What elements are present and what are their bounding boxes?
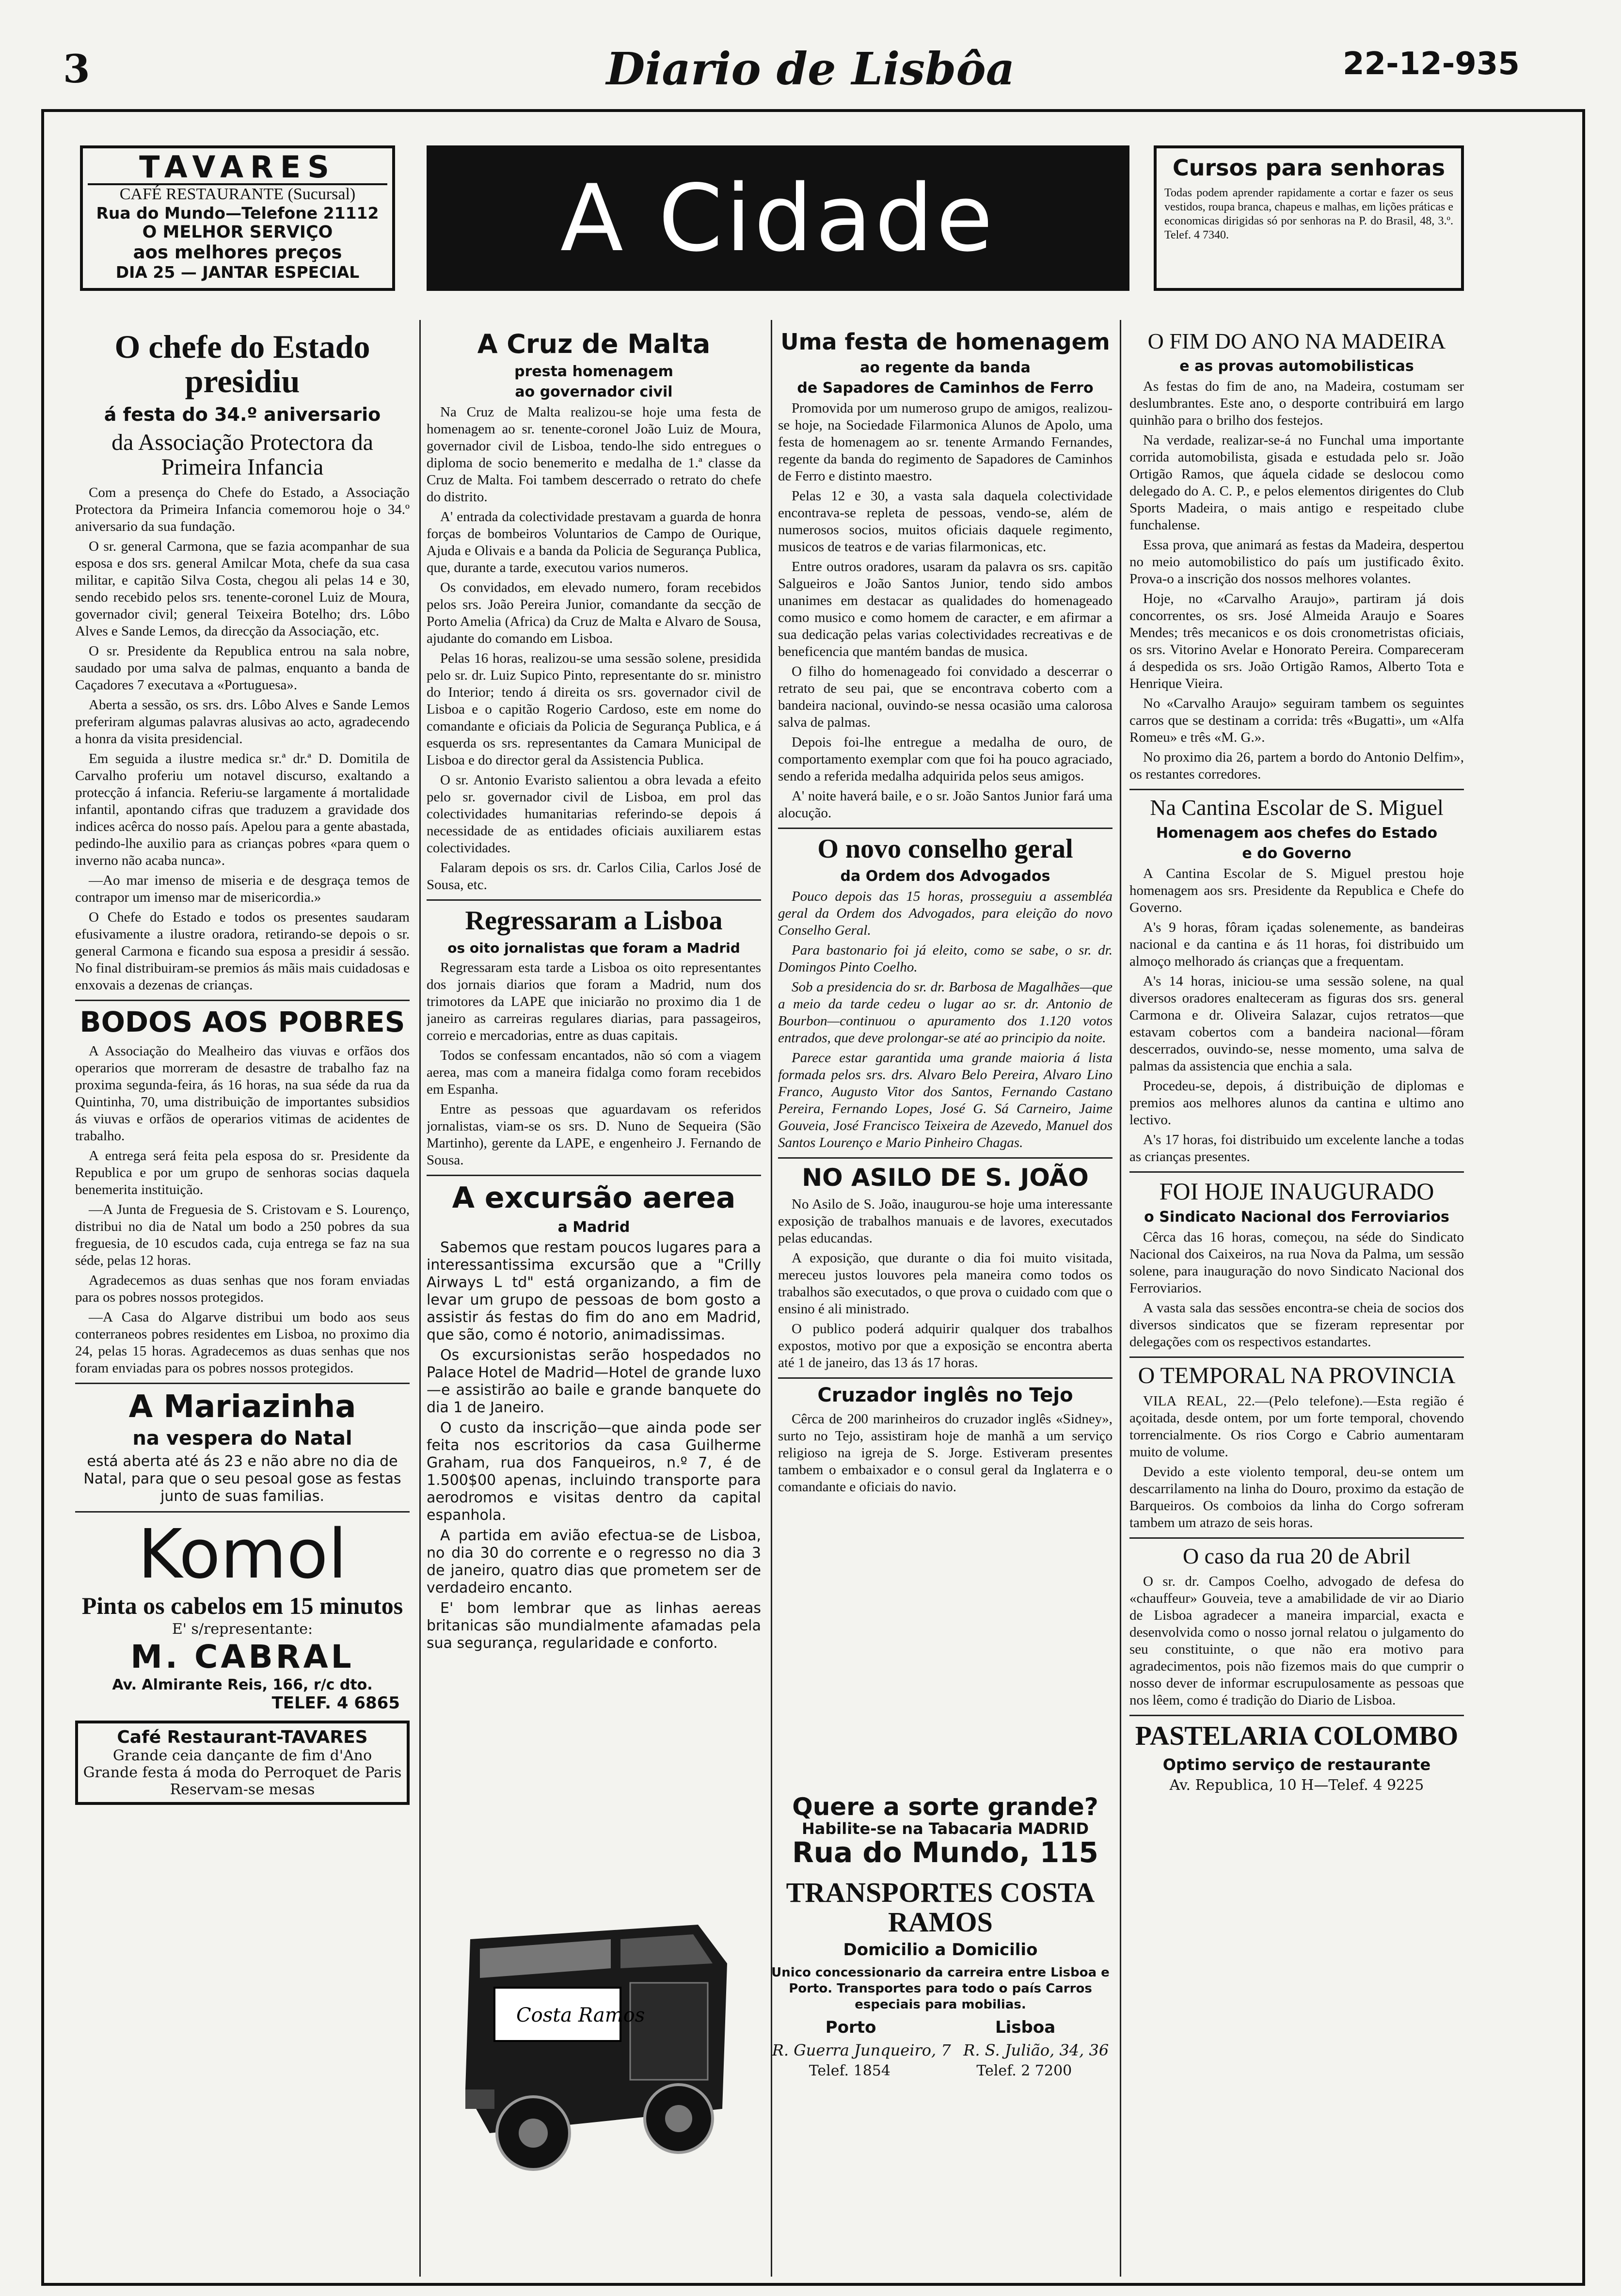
inaugurado-sub: o Sindicato Nacional dos Ferroviarios — [1144, 1209, 1449, 1226]
regressaram-p3: Entre as pessoas que aguardavam os referidos jornalistas, viam-se os srs. D. Nuno de Sequeira (São Martinho), gerente da LAPE, e engenheiro J. Fernando de Sousa. — [427, 1101, 761, 1168]
asilo-p2: A exposição, que durante o dia foi muito visitada, mereceu justos louvores pela maneira como todos os trabalhos são executados, o que prova o cuidado com que o ensino é ali ministrado. — [778, 1250, 1112, 1317]
excursao-p3: O custo da inscrição—que ainda pode ser feita nos escritorios da casa Guilherme Graham, rua dos Fanqueiros, n.º 7, é de 1.500$00 apenas, incluindo transporte para aerodromos e visitas dentro da capital espanhola. — [427, 1419, 761, 1524]
cursos-title: Cursos para senhoras — [1172, 155, 1446, 181]
transportes-addr1: R. Guerra Junqueiro, 7 — [772, 2041, 951, 2059]
inaugurado-p2: A vasta sala das sessões encontra-se cheia de socios dos diversos sindicatos que se fizeram representar por delegações com os respectivos estandartes. — [1129, 1300, 1464, 1350]
sorte-ad — [776, 1794, 1115, 1871]
cruzador-p1: Cêrca de 200 marinheiros do cruzador inglês «Sidney», surto no Tejo, assistiram hoje de manhã a um serviço religioso na igreja de S. Jorge. Estiveram presentes tambem o embaixador e o consul geral da Inglaterra e o comandante e oficiais do navio. — [778, 1411, 1112, 1495]
cantina-sub2: e do Governo — [1242, 845, 1351, 862]
komol-phone: TELEF. 4 6865 — [271, 1693, 400, 1713]
asilo-headline: NO ASILO DE S. JOÃO — [802, 1164, 1089, 1192]
column-4 — [1129, 325, 1464, 2281]
conselho-p1: Pouco depois das 15 horas, prosseguiu a assembléa geral da Ordem dos Advogados, para eleição do novo Conselho Geral. — [778, 889, 1112, 939]
madeira-p3: Essa prova, que animará as festas da Madeira, despertou no meio automobilistico do país um justificado êxito. Prova-o a inscrição dos nossos melhores volantes. — [1129, 537, 1464, 587]
tavares-ad — [80, 145, 395, 291]
chefe-p4: Aberta a sessão, os srs. drs. Lôbo Alves e Sande Lemos preferiram algumas palavras alusivas ao acto, agradecendo a honra da visita presidencial. — [75, 697, 410, 747]
transportes-text: Unico concessionario da carreira entre Lisboa e Porto. Transportes para todo o país Carros especiais para mobilias. — [771, 1965, 1110, 2012]
komol-rep: E' s/representante: — [172, 1620, 313, 1638]
madeira-p1: As festas do fim de ano, na Madeira, costumam ser deslumbrantes. Este ano, o desporte contribuirá em largo quinhão para o brilho dos festejos. — [1129, 379, 1464, 429]
cruz-sub2: ao governador civil — [515, 383, 673, 401]
bodos-p4: Agradecemos as duas senhas que nos foram enviadas para os pobres nossos protegidos. — [75, 1272, 410, 1305]
excursao-p4: A partida em avião efectua-se de Lisboa, no dia 30 do corrente e o regresso no dia 3 de janeiro, quatro dias que prometem ser de verdadeiro encanto. — [427, 1527, 761, 1596]
tavares-line2: Rua do Mundo—Telefone 21112 — [96, 204, 379, 223]
conselho-p4: Parece estar garantida uma grande maioria á lista formada pelos srs. drs. Alvaro Belo Pereira, Alvaro Lino Franco, Augusto Vitor dos Santos, Fernando Castano Pereira, Fernando Lopes, José G. Sá Carneiro, Jaime Gouveia, José Francisco Teixeira de Azevedo, Manuel dos Santos Lourenço e Mario Pinheiro Chagas. — [778, 1050, 1112, 1151]
excursao-p1: Sabemos que restam poucos lugares para a interessantissima excursão que a "Crilly Airways L td" está organizando, a fim de levar um grupo de pessoas de bom gosto a assistir ás festas do fim do ano em Madrid, que são, como é notorio, animadissimas. — [427, 1239, 761, 1343]
chefe-p3: O sr. Presidente da Republica entrou na sala nobre, saudado por uma salva de palmas, enquanto a banda de Caçadores 7 executava a «Portuguesa». — [75, 643, 410, 693]
transportes-addr2: R. S. Julião, 34, 36 — [963, 2041, 1109, 2059]
cursos-ad — [1154, 145, 1464, 291]
cruz-p1: Na Cruz de Malta realizou-se hoje uma festa de homenagem ao sr. tenente-coronel João Luiz de Moura, governador civil de Lisboa, tendo-lhe sido entregues o diploma de socio benemerito e medalha de 1.ª classe da Cruz de Malta. Foi tambem descerrado o retrato do chefe do distrito. — [427, 404, 761, 505]
cantina-p1: A Cantina Escolar de S. Miguel prestou hoje homenagem aos srs. Presidente da Republica e Chefe do Governo. — [1129, 865, 1464, 915]
section-title: A Cidade — [560, 164, 996, 272]
komol-name: M. CABRAL — [130, 1638, 354, 1675]
chefe-headline: O chefe do Estado presidiu — [114, 328, 370, 400]
tavares-bottom-title: Café Restaurant-TAVARES — [117, 1727, 368, 1748]
festa-headline: Uma festa de homenagem — [780, 329, 1110, 355]
truck-label: Costa Ramos — [516, 2004, 645, 2026]
festa-p4: O filho do homenageado foi convidado a descerrar o retrato de seu pai, que se encontrava coberto com a bandeira nacional, ouvindo-se nessa ocasião uma calorosa salva de palmas. — [778, 663, 1112, 730]
bodos-p3: —A Junta de Freguesia de S. Cristovam e S. Lourenço, distribui no dia de Natal um bodo a 250 pobres da sua freguesia, de 10 escudos cada, cuja entrega se faz na sua séde, pelas 12 horas. — [75, 1201, 410, 1268]
asilo-p1: No Asilo de S. João, inaugurou-se hoje uma interessante exposição de trabalhos manuais e de lavores, executados pelas educandas. — [778, 1196, 1112, 1246]
tavares-bottom-ad — [75, 1721, 410, 1805]
section-title-box — [427, 145, 1129, 291]
madeira-p6: No proximo dia 26, partem a bordo do Antonio Delfim», os restantes corredores. — [1129, 749, 1464, 782]
madeira-sub: e as provas automobilisticas — [1179, 358, 1414, 375]
temporal-p1: VILA REAL, 22.—(Pelo telefone).—Esta região é açoitada, desde ontem, por um forte temporal, chovendo torrencialmente. Os rios Corgo e Cabrio aumentaram muito de volume. — [1129, 1393, 1464, 1460]
madeira-p2: Na verdade, realizar-se-á no Funchal uma importante corrida automobilista, gisada e estudada pelo sr. João Ortigão Ramos, que áquela cidade se deslocou como delegado do A. C. P., e pelos elementos dirigentes do Club Sports Madeira, o mais antigo e respeitado clube funchalense. — [1129, 432, 1464, 533]
chefe-p2: O sr. general Carmona, que se fazia acompanhar de sua esposa e dos srs. general Amilcar Mota, chefe da sua casa militar, e capitão Silva Costa, chegou ali pelas 14 e 30, sendo recebido pelos srs. tenente-coronel Luiz de Moura, governador civil; general Teixeira Botelho; drs. Lôbo Alves e Sande Lemos, da direcção da Associação, etc. — [75, 539, 410, 639]
regressaram-p2: Todos se confessam encantados, não só com a viagem aerea, mas com a maneira fidalga como foram recebidos em Espanha. — [427, 1047, 761, 1097]
colombo-line1: Optimo serviço de restaurante — [1162, 1755, 1431, 1774]
tavares-name: TAVARES — [88, 151, 387, 185]
tavares-line4: aos melhores preços — [133, 242, 342, 263]
festa-p3: Entre outros oradores, usaram da palavra os srs. capitão Salgueiros e João Santos Junior, tendo sido ambos unanimes em destacar as qualidades do homenageado como musico e como homem de caracter, e em afirmar a sua dedicação pelas varias colectividades recreativas e de beneficencia que mantém bandas de musica. — [778, 558, 1112, 659]
column-2 — [427, 325, 761, 1879]
transportes-tel1: Telef. 1854 — [809, 2062, 890, 2079]
cruzador-headline: Cruzador inglês no Tejo — [817, 1384, 1073, 1407]
temporal-headline: O TEMPORAL NA PROVINCIA — [1138, 1363, 1456, 1389]
transportes-city1: Porto — [825, 2017, 876, 2037]
cruz-headline: A Cruz de Malta — [477, 329, 711, 359]
transportes-tel2: Telef. 2 7200 — [976, 2062, 1072, 2079]
sorte-line2: Habilite-se na Tabacaria MADRID — [802, 1819, 1089, 1838]
cantina-p4: Procedeu-se, depois, á distribuição de diplomas e premios aos melhores alunos da cantina e ultimo ano lectivo. — [1129, 1078, 1464, 1128]
tavares-bottom-line1: Grande ceia dançante de fim d'Ano — [112, 1747, 372, 1765]
madeira-p5: No «Carvalho Araujo» seguiram tambem os seguintes carros que se destinam a corrida: três «Bugatti», um «Alfa Romeu» e três «M. G.». — [1129, 696, 1464, 746]
bodos-p1: A Associação do Mealheiro das viuvas e orfãos dos operarios que morreram de desastre de trabalho faz na proxima segunda-feira, ás 16 horas, na sua séde da rua da Quintinha, 70, uma distribuição de importantes subsidios ás viuvas e orfãos de operarios vitimas de acidentes de trabalho. — [75, 1043, 410, 1144]
issue-date: 22-12-935 — [1343, 46, 1520, 82]
bodos-p5: —A Casa do Algarve distribui um bodo aos seus conterraneos pobres residentes em Lisboa, no proximo dia 24, pelas 15 horas. Agradecemos as duas senhas que nos foram enviadas para os pobres nossos protegidos. — [75, 1309, 410, 1376]
rua-p1: O sr. dr. Campos Coelho, advogado de defesa do «chauffeur» Gouveia, teve a amabilidade de vir ao Diario de Lisboa agradecer a maneira imparcial, exacta e desenvolvida como o nosso jornal relatou o julgamento do seu constituinte, o que não era motivo para agradecimentos, pois não fizemos mais do que cumprir o nosso dever de informar escrupulosamente as pessoas que nos lêem, como é tradição do Diario de Lisboa. — [1129, 1573, 1464, 1708]
cursos-text: Todas podem aprender rapidamente a cortar e fazer os seus vestidos, roupa branca, chapeus e malhas, em lições práticas e economicas dirigidas só por senhoras na P. do Brasil, 48, 3.º. Telef. 4 7340. — [1164, 187, 1453, 241]
chefe-p7: O Chefe do Estado e todos os presentes saudaram efusivamente a ilustre oradora, retirando-se depois o sr. general Carmona e ficando sua esposa a presidir á sessão. No final distribuiram-se premios ás mãis mais cuidadosas e enxovais a dezenas de crianças. — [75, 909, 410, 993]
mariazinha-sub: na vespera do Natal — [132, 1427, 352, 1450]
colombo-line2: Av. Republica, 10 H—Telef. 4 9225 — [1169, 1776, 1424, 1794]
colombo-title: PASTELARIA COLOMBO — [1135, 1721, 1459, 1751]
festa-sub1: ao regente da banda — [860, 359, 1031, 376]
newspaper-title: Diario de Lisbôa — [606, 43, 1015, 95]
inaugurado-headline: FOI HOJE INAUGURADO — [1159, 1177, 1434, 1205]
truck-illustration — [427, 1905, 747, 2206]
komol-brand: Komol — [138, 1515, 347, 1594]
cantina-p3: A's 14 horas, iniciou-se uma sessão solene, na qual diversos oradores enalteceram as figuras dos srs. general Carmona e dr. Oliveira Salazar, cujos retratos—que estavam cobertos com a bandeira nacional—fôram descerrados, ouvindo-se, nesse momento, uma salva de palmas da assistencia que enchia a sala. — [1129, 973, 1464, 1074]
cruz-p3: Os convidados, em elevado numero, foram recebidos pelos srs. João Pereira Junior, comandante da secção de Porto Amelia (Africa) da Cruz de Malta e Alvaro de Sousa, ajudante do comando em Lisboa. — [427, 580, 761, 647]
chefe-sub1: á festa do 34.º aniversario — [104, 403, 381, 425]
tavares-line3: O MELHOR SERVIÇO — [142, 223, 333, 242]
transportes-title: TRANSPORTES COSTA RAMOS — [786, 1877, 1095, 1938]
regressaram-sub: os oito jornalistas que foram a Madrid — [447, 940, 740, 957]
tavares-bottom-line3: Reservam-se mesas — [170, 1781, 315, 1799]
madeira-headline: O FIM DO ANO NA MADEIRA — [1147, 329, 1446, 353]
sorte-line1: Quere a sorte grande? — [792, 1793, 1098, 1821]
cruz-p6: Falaram depois os srs. dr. Carlos Cilia, Carlos José de Sousa, etc. — [427, 860, 761, 893]
excursao-headline: A excursão aerea — [452, 1180, 736, 1215]
cruz-sub1: presta homenagem — [514, 363, 673, 381]
cruz-p2: A' entrada da colectividade prestavam a guarda de honra forças de bombeiros Voluntarios de Campo de Ourique, Ajuda e Olivais e a banda da Policia de Segurança Publica, que, durante a tarde, executou varios numeros. — [427, 509, 761, 576]
mariazinha-title: A Mariazinha — [128, 1388, 356, 1425]
transportes-sub: Domicilio a Domicilio — [843, 1940, 1038, 1960]
conselho-sub: da Ordem dos Advogados — [840, 868, 1050, 885]
chefe-p6: —Ao mar imenso de miseria e de desgraça temos de contrapor um imenso mar de misericordia.» — [75, 873, 410, 906]
cantina-p2: A's 9 horas, fôram içadas solenemente, as bandeiras nacional e da cantina e ás 11 horas, foi distribuido um almoço melhorado ás crianças que a frequentam. — [1129, 919, 1464, 969]
inaugurado-p1: Cêrca das 16 horas, começou, na séde do Sindicato Nacional dos Caixeiros, na rua Nova da Palma, um sessão solene, para inauguração do novo Sindicato Nacional dos Ferroviarios. — [1129, 1229, 1464, 1296]
rua-headline: O caso da rua 20 de Abril — [1182, 1544, 1411, 1569]
komol-slogan: Pinta os cabelos em 15 minutos — [81, 1592, 403, 1620]
tavares-bottom-line2: Grande festa á moda do Perroquet de Paris — [83, 1764, 402, 1782]
regressaram-p1: Regressaram esta tarde a Lisboa os oito representantes dos jornais diarios que foram a Madrid, num dos trimotores da LAPE que iniciarão no proximo dia 1 de janeiro as carreiras regulares diarias, para passageiros, correio e mercadorias, entre as duas capitais. — [427, 959, 761, 1043]
cantina-headline: Na Cantina Escolar de S. Miguel — [1150, 795, 1444, 820]
cantina-p5: A's 17 horas, foi distribuido um excelente lanche a todas as crianças presentes. — [1129, 1132, 1464, 1164]
conselho-p2: Para bastonario foi já eleito, como se sabe, o sr. dr. Domingos Pinto Coelho. — [778, 942, 1112, 975]
tavares-line1: CAFÉ RESTAURANTE (Sucursal) — [119, 185, 356, 203]
cruz-p4: Pelas 16 horas, realizou-se uma sessão solene, presidida pelo sr. dr. Luiz Supico Pinto, representante do sr. ministro do Interior; tendo á direita os srs. governador civil de Lisboa e o capitão Rogerio Cardoso, este em nome do comandante e oficiais da Policia de Segurança Publica, e á esquerda os srs. representantes da Camara Municipal de Lisboa e do director geral da Assistencia Publica. — [427, 651, 761, 768]
asilo-p3: O publico poderá adquirir qualquer dos trabalhos expostos, motivo por que a exposição se encontra aberta até 1 de janeiro, das 13 ás 17 horas. — [778, 1321, 1112, 1371]
cantina-sub1: Homenagem aos chefes do Estado — [1156, 824, 1438, 842]
komol-address: Av. Almirante Reis, 166, r/c dto. — [112, 1676, 373, 1694]
transportes-city2: Lisboa — [995, 2017, 1056, 2037]
column-3 — [778, 325, 1112, 1787]
regressaram-headline: Regressaram a Lisboa — [465, 906, 723, 936]
conselho-headline: O novo conselho geral — [817, 833, 1073, 864]
column-1 — [75, 325, 410, 2281]
bodos-headline: BODOS AOS POBRES — [79, 1005, 405, 1039]
excursao-sub: a Madrid — [557, 1218, 630, 1236]
festa-p5: Depois foi-lhe entregue a medalha de ouro, de comportamento exemplar com que foi ha pouco agraciado, sendo a referida medalha adquirida pelos seus amigos. — [778, 734, 1112, 784]
transportes-ad — [427, 1876, 1115, 2264]
bodos-p2: A entrega será feita pela esposa do sr. Presidente da Republica e por um grupo de senhoras socias daquela benemerita instituição. — [75, 1148, 410, 1197]
conselho-p3: Sob a presidencia do sr. dr. Barbosa de Magalhães—que a meio da tarde cedeu o lugar ao sr. dr. Antonio de Bourbon—continuou o apuramento dos 1.120 votos entrados, que deve prolongar-se até ao principio da noite. — [778, 979, 1112, 1046]
tavares-line5: DIA 25 — JANTAR ESPECIAL — [115, 263, 360, 282]
festa-sub2: de Sapadores de Caminhos de Ferro — [797, 379, 1094, 397]
cruz-p5: O sr. Antonio Evaristo salientou a obra levada a efeito pelo sr. governador civil de Lisboa, em prol das colectividades humanitarias referindo-se depois á necessidade de as entidades oficiais auxiliarem estas colectividades. — [427, 772, 761, 856]
sorte-line3: Rua do Mundo, 115 — [792, 1836, 1098, 1869]
excursao-p2: Os excursionistas serão hospedados no Palace Hotel de Madrid—Hotel de grande luxo—e assistirão ao baile e grande banquete do dia 1 de Janeiro. — [427, 1346, 761, 1416]
festa-p1: Promovida por um numeroso grupo de amigos, realizou-se hoje, na Sociedade Filarmonica Alunos de Apolo, uma festa de homenagem ao sr. tenente Armando Fernandes, regente da banda do regimento de Sapadores de Caminhos de Ferro e distinto maestro. — [778, 400, 1112, 484]
madeira-p4: Hoje, no «Carvalho Araujo», partiram já dois concorrentes, os srs. José Almeida Araujo e Soares Mendes; três mecanicos e os dois cronometristas oficiais, os srs. Vitorino Avelar e Honorato Pereira. Compareceram á despedida os srs. João Ortigão Ramos, Alberto Tota e Henrique Vieira. — [1129, 591, 1464, 692]
chefe-sub2: da Associação Protectora da Primeira Infancia — [111, 430, 373, 480]
chefe-p5: Em seguida a ilustre medica sr.ª dr.ª D. Domitila de Carvalho proferiu um notavel discurso, exaltando a protecção á infancia. Referiu-se largamente á mortalidade infantil, apontando cifras que traduzem a gravidade dos indices acêrca do nosso país. Apelou para a gente abastada, pedindo-lhe auxilio para as crianças pobres «para quem o inverno não acaba nunca». — [75, 751, 410, 869]
chefe-p1: Com a presença do Chefe do Estado, a Associação Protectora da Primeira Infancia comemorou hoje o 34.º aniversario da sua fundação. — [75, 485, 410, 535]
page-number: 3 — [63, 46, 90, 92]
temporal-p2: Devido a este violento temporal, deu-se ontem um descarrilamento na linha do Douro, proximo da estação de Barqueiros. Os comboios da linha do Corgo sofreram tambem um atrazo de seis horas. — [1129, 1464, 1464, 1531]
festa-p2: Pelas 12 e 30, a vasta sala daquela colectividade encontrava-se repleta de pessoas, vendo-se, além de numerosos socios, muitos oficiais daquele regimento, musicos de teatros e de varias filarmonicas, etc. — [778, 488, 1112, 555]
festa-p6: A' noite haverá baile, e o sr. João Santos Junior fará uma alocução. — [778, 788, 1112, 821]
mariazinha-text: está aberta até ás 23 e não abre no dia de Natal, para que o seu pesoal gose as festas junto de suas familias. — [83, 1453, 401, 1505]
excursao-p5: E' bom lembrar que as linhas aereas britanicas são mundialmente afamadas pela sua segurança, regularidade e conforto. — [427, 1599, 761, 1652]
